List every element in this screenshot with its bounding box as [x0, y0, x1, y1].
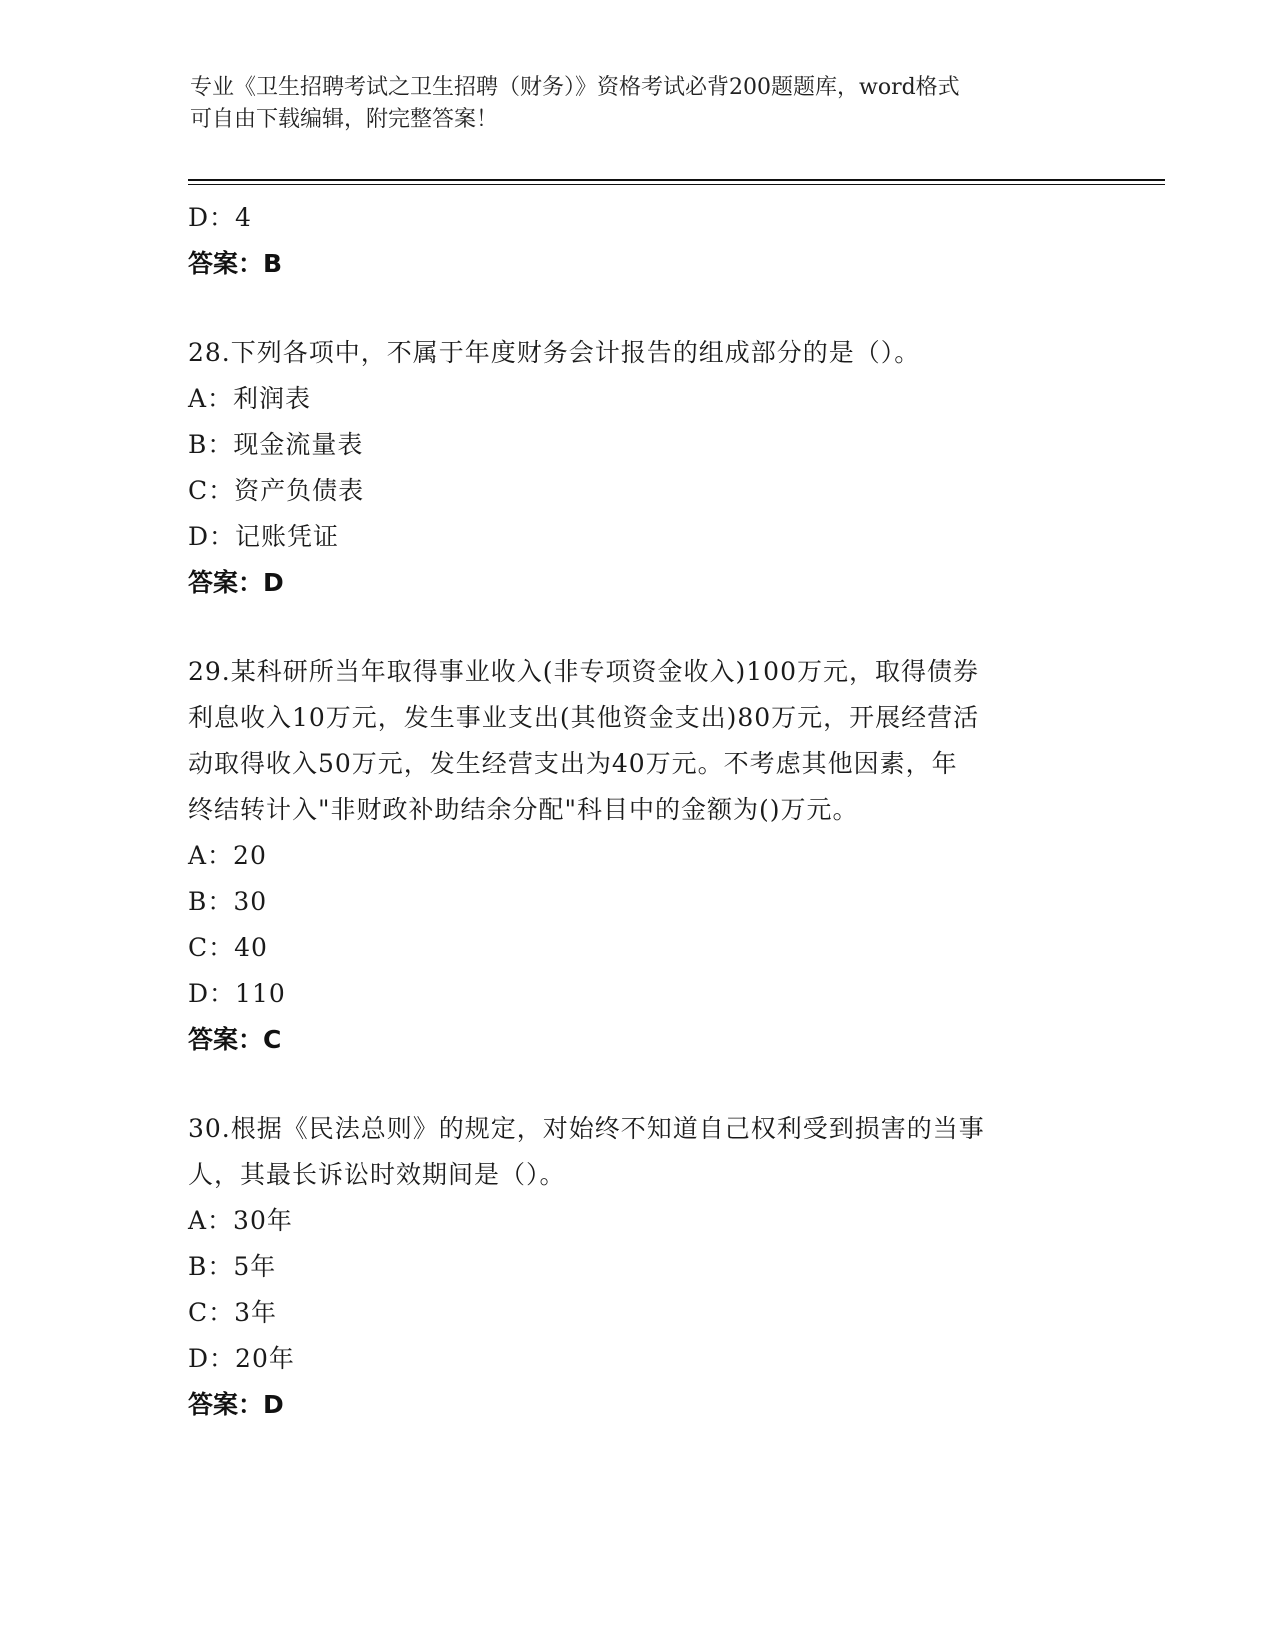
question-content — [188, 195, 1088, 1428]
option-b: B：5年 — [188, 1252, 277, 1281]
option-d: D：记账凭证 — [188, 522, 340, 551]
question-text: 动取得收入50万元，发生经营支出为40万元。不考虑其他因素，年 — [188, 749, 958, 778]
option-d: D：4 — [188, 203, 252, 232]
answer-line: 答案：C — [188, 1025, 282, 1054]
option-c: C：资产负债表 — [188, 476, 365, 505]
question-text: 30.根据《民法总则》的规定，对始终不知道自己权利受到损害的当事 — [188, 1114, 985, 1143]
question-text: 利息收入10万元，发生事业支出(其他资金支出)80万元，开展经营活 — [188, 703, 980, 732]
question-text: 人，其最长诉讼时效期间是（）。 — [188, 1160, 566, 1189]
question-29 — [188, 649, 1088, 1063]
question-30 — [188, 1106, 1088, 1428]
option-d: D：20年 — [188, 1344, 295, 1373]
question-text: 终结转计入"非财政补助结余分配"科目中的金额为()万元。 — [188, 795, 859, 824]
question-text: 28.下列各项中，不属于年度财务会计报告的组成部分的是（）。 — [188, 338, 921, 367]
option-d: D：110 — [188, 979, 286, 1008]
answer-line: 答案：B — [188, 249, 283, 278]
header-divider-thin — [188, 184, 1165, 185]
option-b: B：现金流量表 — [188, 430, 364, 459]
answer-line: 答案：D — [188, 1390, 284, 1419]
option-a: A：30年 — [188, 1206, 293, 1235]
option-a: A：利润表 — [188, 384, 312, 413]
option-c: C：3年 — [188, 1298, 278, 1327]
question-text: 29.某科研所当年取得事业收入(非专项资金收入)100万元，取得债券 — [188, 657, 979, 686]
previous-question-tail — [188, 195, 1088, 287]
header-divider-thick — [188, 179, 1165, 181]
header-title-line-1: 专业《卫生招聘考试之卫生招聘（财务）》资格考试必背200题题库，word格式 — [190, 75, 960, 100]
question-28 — [188, 330, 1088, 606]
option-b: B：30 — [188, 887, 268, 916]
page-header — [190, 72, 1090, 136]
header-title-line-2: 可自由下载编辑，附完整答案！ — [190, 107, 499, 132]
answer-line: 答案：D — [188, 568, 284, 597]
option-a: A：20 — [188, 841, 267, 870]
option-c: C：40 — [188, 933, 268, 962]
